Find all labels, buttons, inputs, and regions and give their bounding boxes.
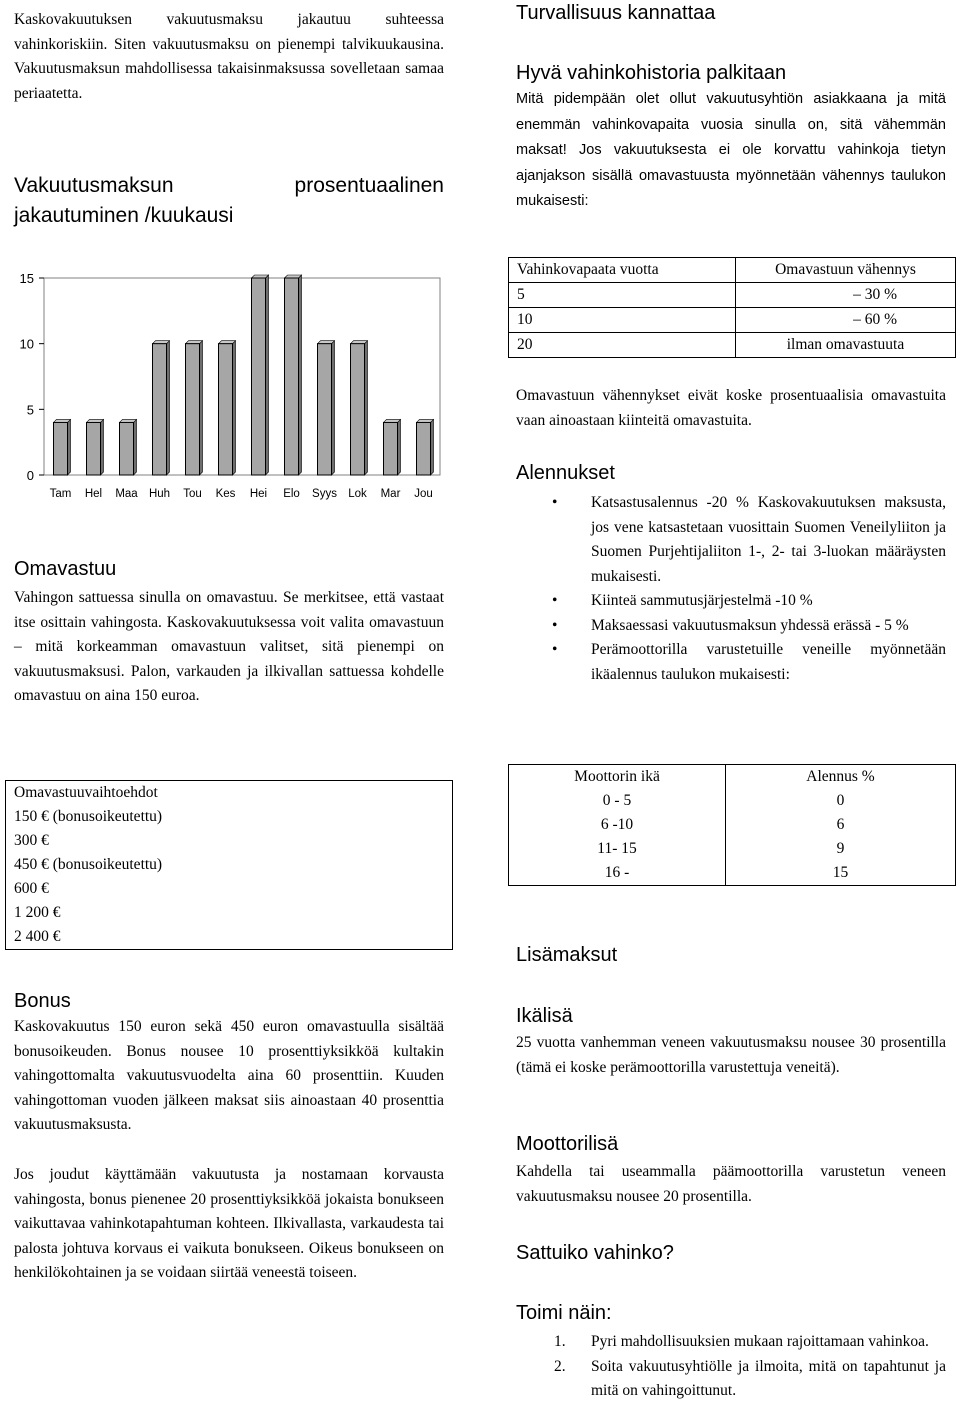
bar-maa — [120, 422, 134, 475]
bar-jou — [417, 422, 431, 475]
options-row: 1 200 € — [6, 901, 453, 925]
toimi-heading: Toimi näin: — [516, 1302, 612, 1324]
deductible-cell: – 30 % — [736, 283, 956, 308]
x-tick-label: Huh — [148, 488, 171, 500]
list-item: • Katsastusalennus -20 % Kaskovakuutuksen maksusta, jos vene katsastetaan vuosittain Suomen Veneilyliiton ja Suomen Purjehtijaliiton 1-, 2- tai 3-luokan määräysten mukaisesti. — [516, 491, 946, 589]
age-cell: 6 -10 — [509, 813, 726, 837]
age-cell: 0 - 5 — [509, 789, 726, 813]
moottorilisa-heading: Moottorilisä — [516, 1133, 619, 1155]
x-tick-label: Kes — [215, 488, 236, 500]
x-tick-label: Tam — [49, 488, 72, 500]
x-tick-label: Lok — [348, 488, 367, 500]
lisamaksut-heading: Lisämaksut — [516, 944, 618, 966]
age-header-discount: Alennus % — [726, 765, 956, 790]
bar-hel — [87, 422, 101, 475]
bar-tam — [54, 422, 68, 475]
y-tick-label: 5 — [26, 402, 34, 418]
x-tick-label: Maa — [115, 488, 138, 500]
x-tick-label: Jou — [414, 488, 433, 500]
age-header-engine: Moottorin ikä — [509, 765, 726, 790]
x-tick-label: Syys — [312, 488, 337, 500]
discount-list — [516, 491, 946, 687]
age-cell: 11- 15 — [509, 837, 726, 861]
ikalisa-text: 25 vuotta vanhemman veneen vakuutusmaksu nousee 30 prosentilla (tämä ei koske perämoottorilla varustettuja veneitä). — [516, 1034, 946, 1076]
history-text: Mitä pidempään olet ollut vakuutusyhtiön asiakkaana ja mitä enemmän vahinkovapaita vuosia sinulla on, sitä vähemmän maksat! Jos vakuutuksesta ei ole korvattu vahinkoja tietyn ajanjakson sisällä omavastuusta myönnetään vähennys taulukon mukaisesti: — [516, 91, 946, 209]
ikalisa-heading: Ikälisä — [516, 1005, 573, 1027]
age-cell: 6 — [726, 813, 956, 837]
deductible-cell: 10 — [509, 308, 736, 333]
y-tick-label: 10 — [19, 336, 34, 352]
bullet-icon: • — [552, 616, 558, 634]
bonus-text-2: Jos joudut käyttämään vakuutusta ja nostamaan korvausta vahingosta, bonus pienenee 20 prosenttiyksikköä jokaista bonukseen vaikuttavaa vahinkotapahtuman kohteen. Ilkivallasta, varkaudesta tai palosta johtuva korvaus ei vaikuta bonukseen. Oikeus bonukseen on henkilökohtainen ja se voidaan siirtää veneestä toiseen. — [14, 1166, 444, 1281]
deductible-cell: ilman omavastuuta — [736, 333, 956, 358]
x-tick-label: Hel — [84, 488, 103, 500]
safety-heading: Turvallisuus kannattaa — [516, 2, 716, 24]
bonus-text: Kaskovakuutus 150 euron sekä 450 euron omavastuulla sisältää bonusoikeuden. Bonus nousee 10 prosenttiyksikköä kultakin vahingottomalta vakuutusvuodelta aina 60 prosenttiin. Kuuden vahingottoman vuoden jälkeen maksat siis ainoastaan 40 prosenttia vakuutusmaksusta. — [14, 1018, 444, 1133]
deductible-cell: 5 — [509, 283, 736, 308]
deductible-cell: – 60 % — [736, 308, 956, 333]
list-item: 1. Pyri mahdollisuuksien mukaan rajoittamaan vahinkoa. — [554, 1333, 929, 1350]
x-tick-label: Mar — [380, 488, 401, 500]
omavastuu-text: Vahingon sattuessa sinulla on omavastuu. Se merkitsee, että vastaat itse osittain vahingosta. Kaskovakuutuksessa voit valita omavastuun – mitä korkeamman omavastuun valitset, sitä pienempi on vakuutusmaksusi. Palon, varkauden ja ilkivallan sattuessa kohdelle omavastuu on aina 150 euroa. — [14, 589, 444, 704]
y-tick-label: 15 — [19, 271, 34, 286]
list-item: 2. Soita vakuutusyhtiölle ja ilmoita, mitä on tapahtunut ja mitä on vahingoittunut. — [554, 1357, 946, 1399]
deductible-cell: 20 — [509, 333, 736, 358]
options-table-header: Omavastuuvaihtoehdot — [6, 781, 453, 806]
intro-paragraph: Kaskovakuutuksen vakuutusmaksu jakautuu suhteessa vahinkoriskiin. Siten vakuutusmaksu on pienempi talvikuukausina. Vakuutusmaksun mahdollisessa takaisinmaksussa sovelletaan samaa periaatetta. — [14, 11, 444, 102]
bonus-heading: Bonus — [14, 990, 71, 1012]
bar-mar — [384, 422, 398, 475]
bar-kes — [219, 344, 233, 475]
deductible-note: Omavastuun vähennykset eivät koske prosentuaalisia omavastuita vaan ainoastaan kiinteitä omavastuita. — [516, 387, 946, 429]
deductible-header-reduction: Omavastuun vähennys — [736, 258, 956, 283]
alennukset-heading: Alennukset — [516, 462, 615, 484]
bullet-icon: • — [552, 494, 558, 511]
bar-lok — [351, 344, 365, 475]
bullet-icon: • — [552, 592, 558, 609]
deductible-header-years: Vahinkovapaata vuotta — [509, 258, 736, 283]
steps-list — [516, 1330, 946, 1404]
chart-heading: Vakuutusmaksun prosentuaalinen jakautuminen /kuukausi — [14, 174, 444, 227]
options-row: 450 € (bonusoikeutettu) — [6, 853, 453, 877]
age-cell: 0 — [726, 789, 956, 813]
bar-huh — [153, 344, 167, 475]
bar-elo — [285, 278, 299, 475]
options-row: 2 400 € — [6, 925, 453, 950]
x-tick-label: Hei — [249, 488, 268, 500]
x-tick-label: Tou — [183, 488, 202, 500]
bar-syys — [318, 344, 332, 475]
list-item: • Kiinteä sammutusjärjestelmä -10 % — [516, 589, 946, 614]
age-cell: 9 — [726, 837, 956, 861]
history-heading: Hyvä vahinkohistoria palkitaan — [516, 62, 787, 84]
options-row: 150 € (bonusoikeutettu) — [6, 805, 453, 829]
omavastuu-heading: Omavastuu — [14, 558, 117, 580]
age-table — [508, 764, 956, 886]
bullet-icon: • — [552, 641, 558, 658]
list-item: • Maksaessasi vakuutusmaksun yhdessä erässä - 5 % — [516, 614, 946, 639]
age-cell: 15 — [726, 861, 956, 886]
options-table — [5, 780, 453, 950]
monthly-premium-chart — [0, 258, 450, 508]
bar-hei — [252, 278, 266, 475]
sattuiko-heading: Sattuiko vahinko? — [516, 1242, 674, 1264]
age-cell: 16 - — [509, 861, 726, 886]
options-row: 300 € — [6, 829, 453, 853]
deductible-table — [508, 257, 956, 358]
y-tick-label: 0 — [26, 468, 34, 483]
moottorilisa-text: Kahdella tai useammalla päämoottorilla varustetun veneen vakuutusmaksu nousee 20 prosentilla. — [516, 1163, 946, 1205]
options-row: 600 € — [6, 877, 453, 901]
x-tick-label: Elo — [283, 488, 300, 500]
bar-tou — [186, 344, 200, 475]
list-item: • Perämoottorilla varustetuille veneille myönnetään ikäalennus taulukon mukaisesti: — [516, 638, 946, 687]
